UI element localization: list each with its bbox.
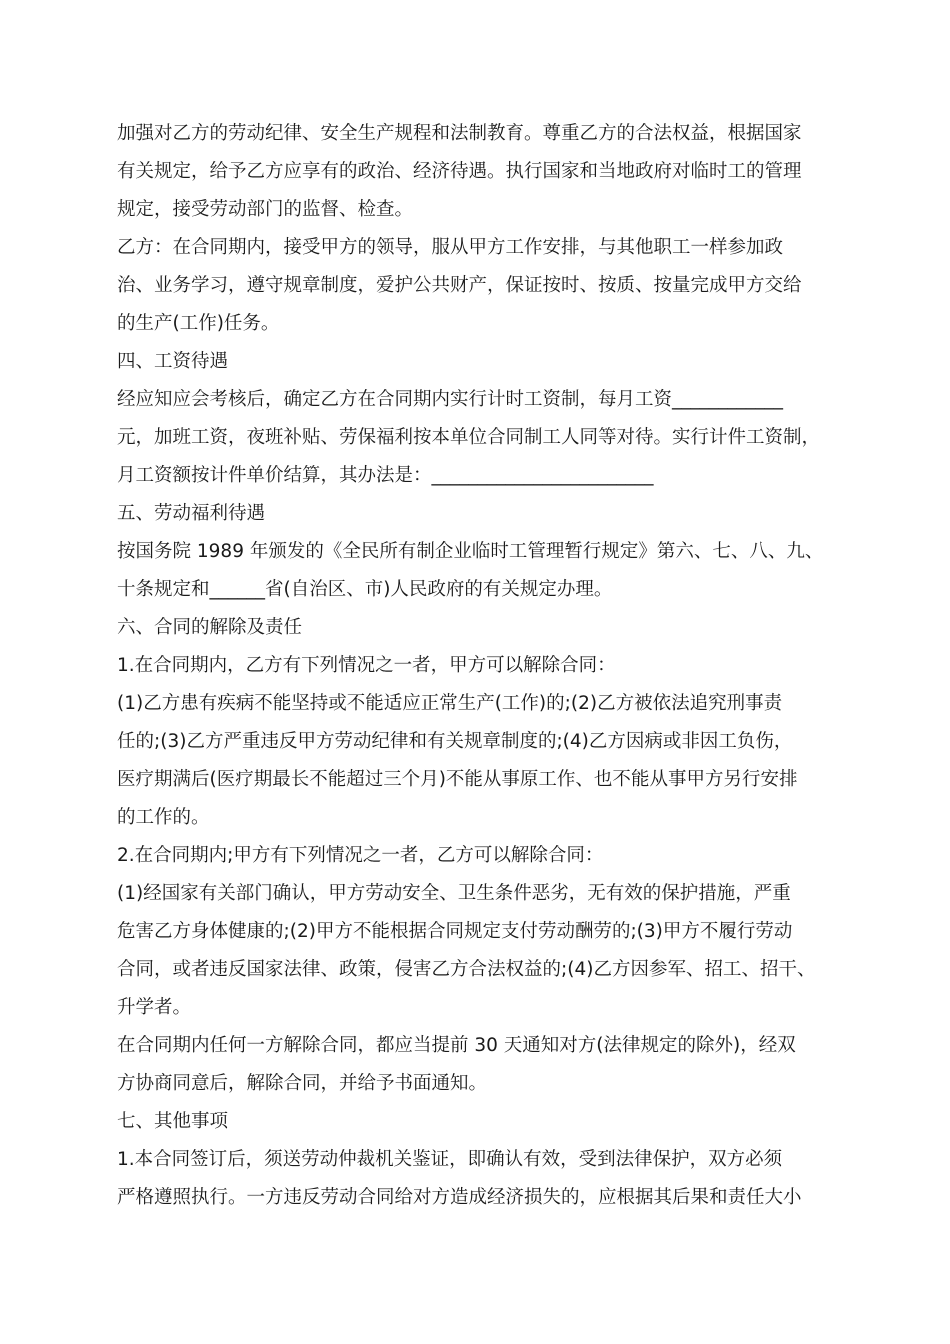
text-line: 在合同期内任何一方解除合同，都应当提前 30 天通知对方(法律规定的除外)，经双 (117, 1035, 796, 1056)
text-line: 危害乙方身体健康的;(2)甲方不能根据合同规定支付劳动酬劳的;(3)甲方不履行劳动 (117, 921, 793, 942)
section-heading: 六、合同的解除及责任 (117, 617, 303, 638)
text-line: 升学者。 (117, 997, 192, 1018)
section-heading: 五、劳动福利待遇 (117, 503, 266, 524)
text-line: 经应知应会考核后，确定乙方在合同期内实行计时工资制，每月工资____________ (117, 389, 784, 410)
text-line: 严格遵照执行。一方违反劳动合同给对方造成经济损失的，应根据其后果和责任大小 (117, 1187, 802, 1208)
text-line: 1.在合同期内，乙方有下列情况之一者，甲方可以解除合同： (117, 655, 616, 676)
text-line: 有关规定，给予乙方应享有的政治、经济待遇。执行国家和当地政府对临时工的管理 (117, 161, 802, 182)
text-line: 的工作的。 (117, 807, 210, 828)
text-line: 治、业务学习，遵守规章制度，爱护公共财产，保证按时、按质、按量完成甲方交给 (117, 275, 802, 296)
text-line: 任的;(3)乙方严重违反甲方劳动纪律和有关规章制度的;(4)乙方因病或非因工负伤， (117, 731, 793, 752)
text-line: 月工资额按计件单价结算，其办法是：________________________ (117, 465, 654, 486)
text-line: 乙方：在合同期内，接受甲方的领导，服从甲方工作安排，与其他职工一样参加政 (117, 237, 784, 258)
text-line: 的生产(工作)任务。 (117, 313, 280, 334)
text-line: 合同，或者违反国家法律、政策，侵害乙方合法权益的;(4)乙方因参军、招工、招干、 (117, 959, 816, 980)
text-line: 医疗期满后(医疗期最长不能超过三个月)不能从事原工作、也不能从事甲方另行安排 (117, 769, 798, 790)
text-line: 2.在合同期内;甲方有下列情况之一者，乙方可以解除合同： (117, 845, 604, 866)
text-line: 方协商同意后，解除合同，并给予书面通知。 (117, 1073, 488, 1094)
text-line: (1)乙方患有疾病不能坚持或不能适应正常生产(工作)的;(2)乙方被依法追究刑事责 (117, 693, 783, 714)
section-heading: 七、其他事项 (117, 1111, 229, 1132)
text-line: 元，加班工资，夜班补贴、劳保福利按本单位合同制工人同等对待。实行计件工资制， (117, 427, 821, 448)
text-line: 十条规定和______省(自治区、市)人民政府的有关规定办理。 (117, 579, 613, 600)
text-line: (1)经国家有关部门确认，甲方劳动安全、卫生条件恶劣，无有效的保护措施，严重 (117, 883, 791, 904)
text-line: 加强对乙方的劳动纪律、安全生产规程和法制教育。尊重乙方的合法权益，根据国家 (117, 123, 802, 144)
text-line: 1.本合同签订后，须送劳动仲裁机关鉴证，即确认有效，受到法律保护，双方必须 (117, 1149, 783, 1170)
text-line: 规定，接受劳动部门的监督、检查。 (117, 199, 414, 220)
section-heading: 四、工资待遇 (117, 351, 229, 372)
text-line: 按国务院 1989 年颁发的《全民所有制企业临时工管理暂行规定》第六、七、八、九、 (117, 541, 824, 562)
